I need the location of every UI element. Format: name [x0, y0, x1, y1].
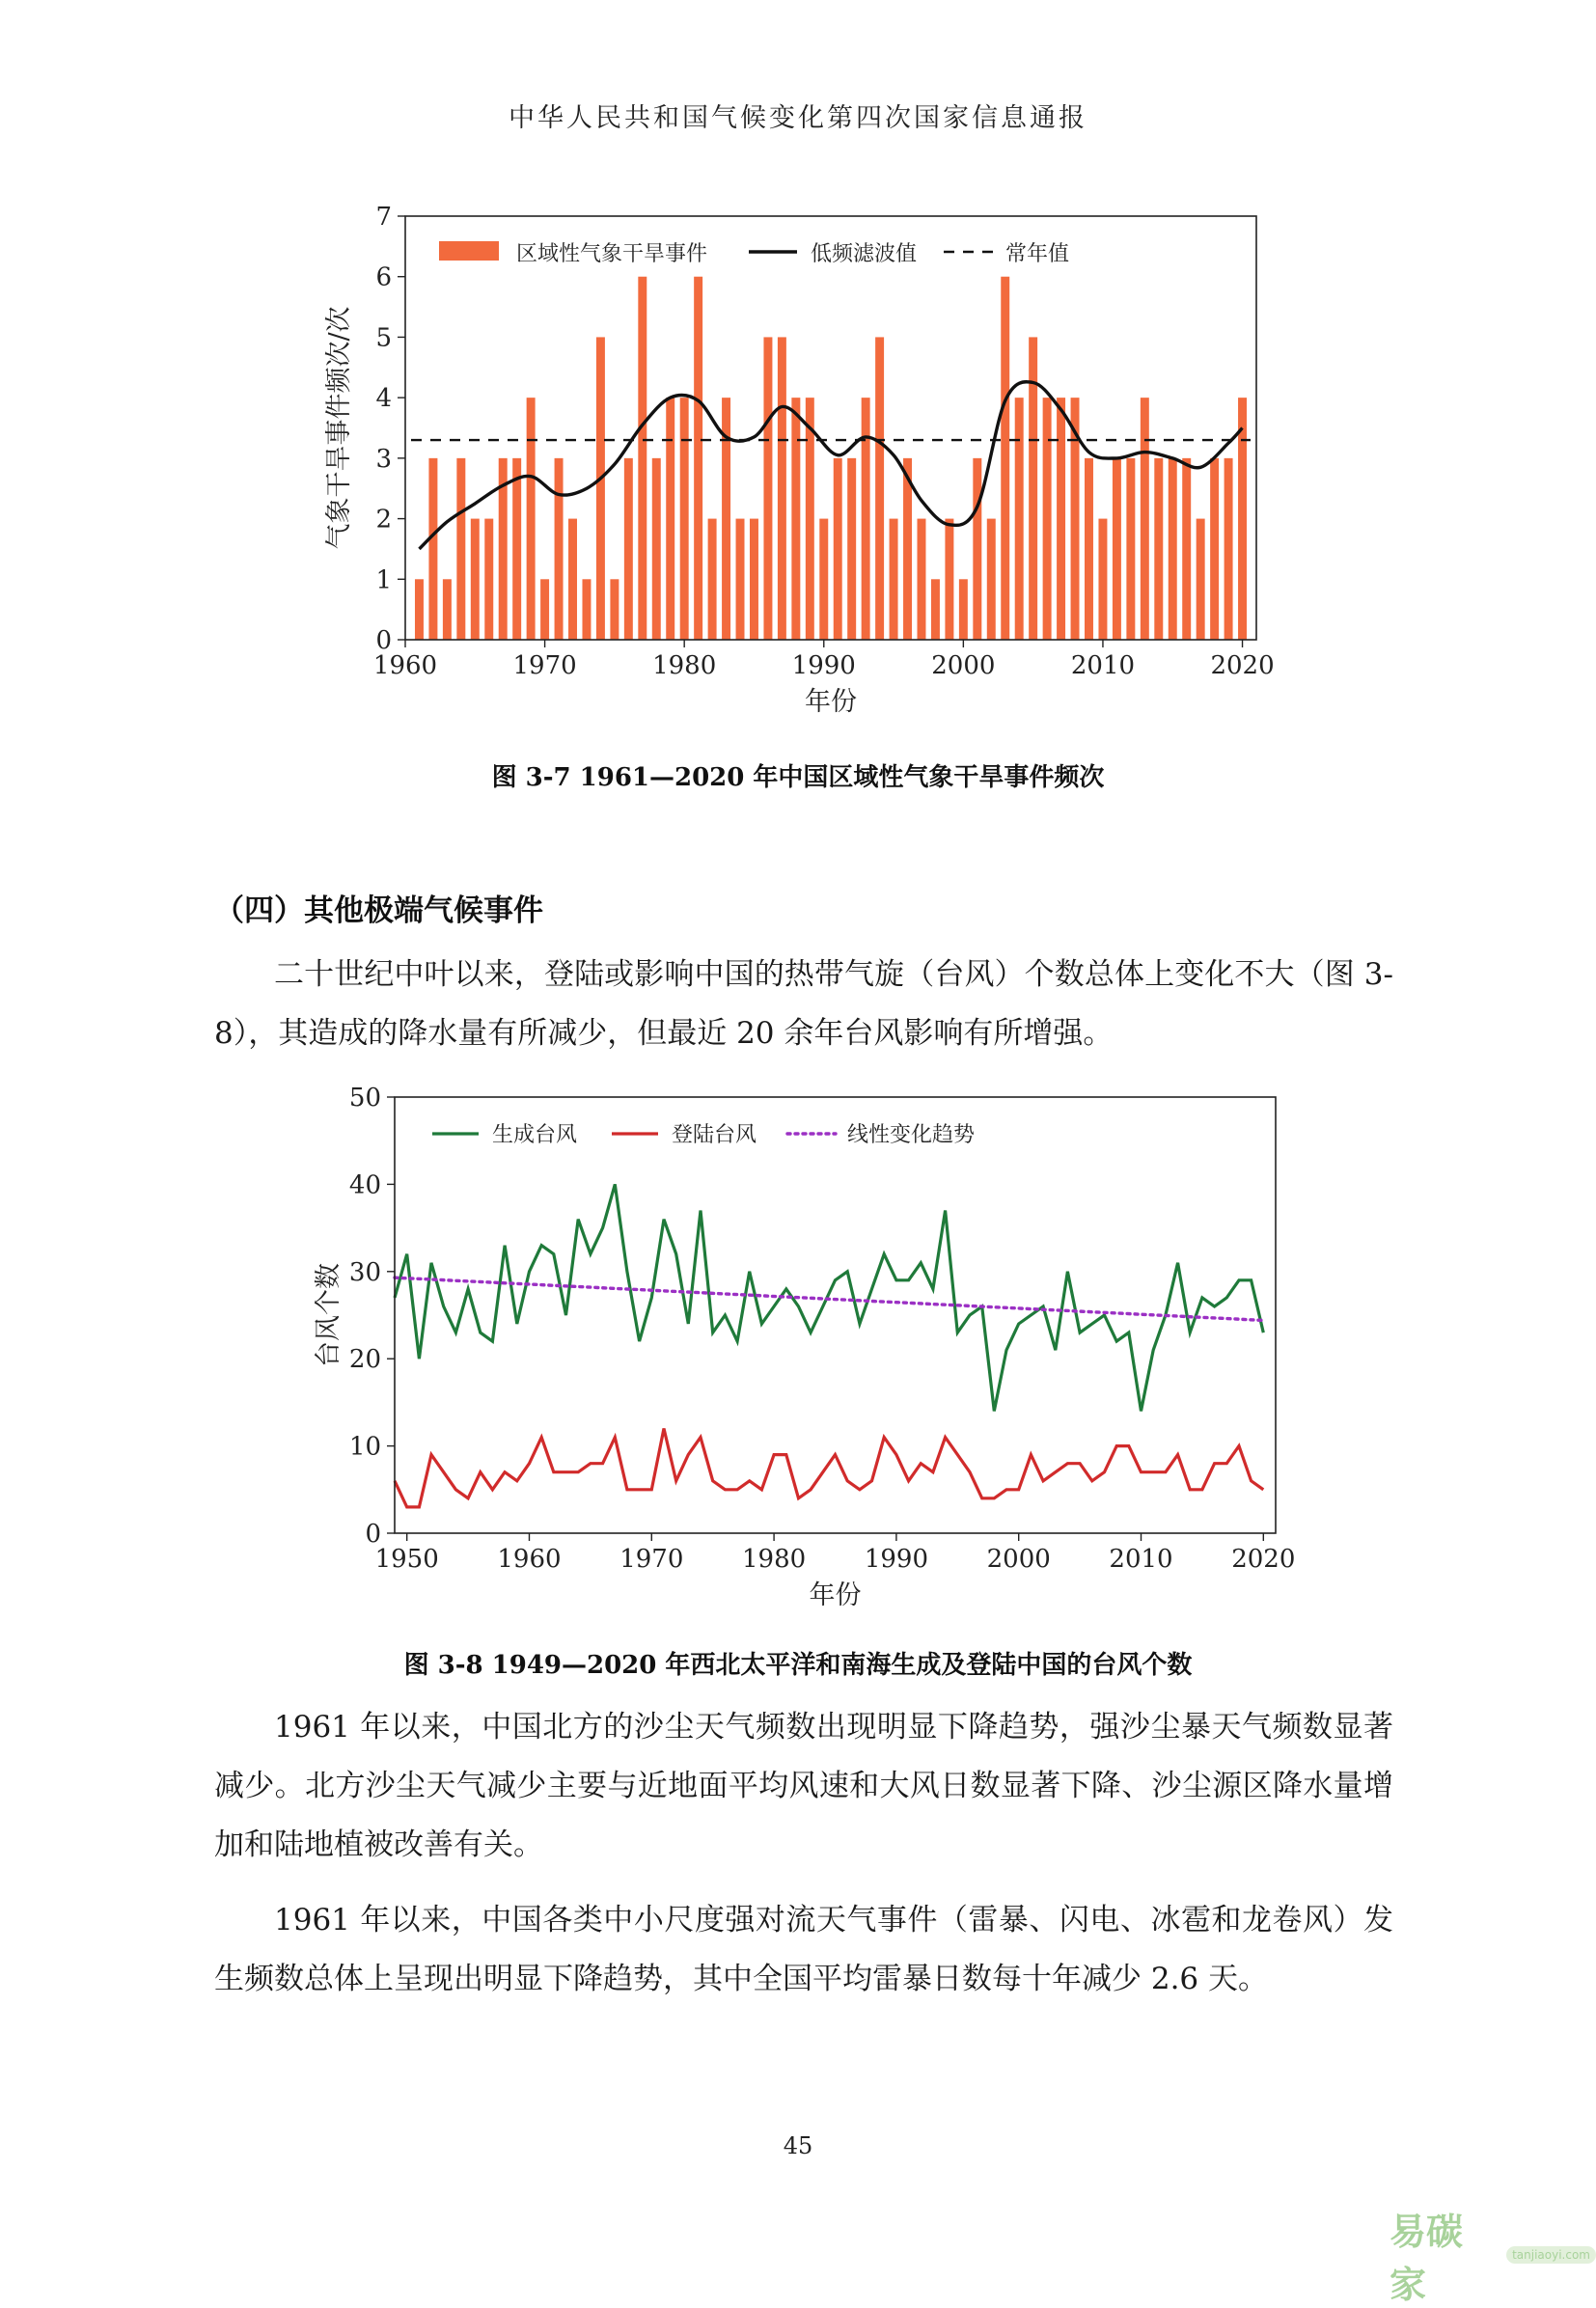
legend-label-bars: 区域性气象干旱事件 [516, 242, 708, 266]
bar [456, 458, 465, 640]
x-tick-label: 1980 [652, 651, 717, 680]
legend-label-landfall: 登陆台风 [672, 1123, 757, 1147]
bar [778, 337, 786, 640]
x-tick-label: 1990 [864, 1545, 928, 1574]
bar [973, 458, 981, 640]
section-heading: （四）其他极端气候事件 [214, 893, 543, 928]
bar [903, 458, 912, 640]
bar [638, 277, 647, 640]
watermark-logo: 易碳家 [1390, 2211, 1464, 2306]
bar [428, 458, 437, 640]
linear-trend-line [395, 1278, 1263, 1320]
bar [1071, 398, 1080, 640]
bar [1029, 337, 1037, 640]
bar [890, 519, 898, 640]
running-header: 中华人民共和国气候变化第四次国家信息通报 [509, 103, 1087, 133]
bar [499, 458, 508, 640]
x-tick-label: 1980 [742, 1545, 807, 1574]
bar [722, 398, 730, 640]
bar [1238, 398, 1247, 640]
bar [652, 458, 661, 640]
x-tick-label: 1960 [372, 651, 438, 680]
watermark-domain: tanjiaoyi.com [1506, 2246, 1596, 2264]
x-axis-label: 年份 [805, 687, 857, 717]
bar [527, 398, 536, 640]
bar [931, 579, 940, 640]
bar [918, 519, 926, 640]
x-tick-label: 2020 [1231, 1545, 1296, 1574]
y-tick-label: 7 [375, 203, 392, 232]
formed-typhoon-line [395, 1184, 1263, 1411]
legend-label-normal: 常年值 [1005, 242, 1070, 266]
x-axis-label: 年份 [809, 1580, 862, 1610]
y-tick-label: 30 [348, 1257, 381, 1287]
bar [847, 458, 856, 640]
site-watermark [1390, 2202, 1596, 2308]
bar [750, 519, 758, 640]
bar [443, 579, 452, 640]
paragraph-dust: 1961 年以来，中国北方的沙尘天气频数出现明显下降趋势，强沙尘暴天气频数显著减少。北方沙尘天气减少主要与近地面平均风速和大风日数显著下降、沙尘源区降水量增加和陆地植被改善有关。 [214, 1710, 1393, 1862]
bar [1197, 519, 1205, 640]
bar [1210, 458, 1219, 640]
y-tick-label: 2 [375, 505, 392, 535]
x-tick-label: 2000 [986, 1545, 1051, 1574]
landfall-typhoon-line [395, 1429, 1263, 1507]
bar [666, 398, 674, 640]
y-tick-label: 1 [375, 565, 392, 595]
bar [1169, 458, 1177, 640]
bar [819, 519, 828, 640]
bar [763, 337, 772, 640]
plot-frame [395, 1097, 1276, 1533]
bar [582, 579, 591, 640]
x-tick-label: 1950 [374, 1545, 439, 1574]
bar [806, 398, 814, 640]
bar [1126, 458, 1135, 640]
x-tick-label: 2020 [1210, 651, 1275, 680]
y-axis-label: 气象干旱事件频次/次 [324, 306, 354, 550]
y-tick-label: 50 [348, 1084, 381, 1113]
bar [945, 519, 953, 640]
bar [834, 458, 842, 640]
legend-label-formed: 生成台风 [492, 1123, 578, 1147]
bar [1001, 277, 1009, 640]
bar [959, 579, 968, 640]
bar [736, 519, 745, 640]
x-tick-label: 1970 [512, 651, 577, 680]
bar [624, 458, 633, 640]
y-tick-label: 40 [348, 1170, 381, 1200]
bar [596, 337, 605, 640]
y-tick-label: 0 [375, 626, 392, 655]
x-tick-label: 1960 [497, 1545, 562, 1574]
y-tick-label: 5 [375, 323, 392, 353]
filter-line [419, 382, 1242, 549]
bar [862, 398, 870, 640]
y-tick-label: 4 [375, 384, 392, 414]
x-tick-label: 2010 [1070, 651, 1136, 680]
legend-label-trend: 线性变化趋势 [847, 1123, 976, 1147]
bar [1015, 398, 1024, 640]
y-tick-label: 0 [365, 1520, 381, 1549]
x-tick-label: 2010 [1109, 1545, 1173, 1574]
bar [610, 579, 619, 640]
bar [540, 579, 549, 640]
bar [1141, 398, 1149, 640]
bar [987, 519, 996, 640]
x-tick-label: 1990 [791, 651, 856, 680]
bar [1182, 458, 1191, 640]
bar [512, 458, 521, 640]
y-tick-label: 20 [348, 1345, 381, 1375]
bar [1154, 458, 1163, 640]
bar [415, 579, 424, 640]
bar [471, 519, 480, 640]
bar [1225, 458, 1233, 640]
plot-frame [405, 216, 1256, 640]
bar [1043, 398, 1052, 640]
bar [555, 458, 564, 640]
y-axis-label: 台风个数 [314, 1263, 344, 1367]
page-number: 45 [783, 2132, 813, 2159]
bar [708, 519, 717, 640]
bar [1085, 458, 1093, 640]
bar [1113, 458, 1121, 640]
figure-3-7-caption: 图 3-7 1961—2020 年中国区域性气象干旱事件频次 [491, 763, 1105, 792]
y-tick-label: 10 [348, 1432, 381, 1462]
bar [875, 337, 884, 640]
x-tick-label: 1970 [619, 1545, 684, 1574]
legend-label-filter: 低频滤波值 [811, 242, 918, 266]
paragraph-convection: 1961 年以来，中国各类中小尺度强对流天气事件（雷暴、闪电、冰雹和龙卷风）发生频数总体上呈现出明显下降趋势，其中全国平均雷暴日数每十年减少 2.6 天。 [214, 1903, 1393, 1996]
bar [484, 519, 493, 640]
x-tick-label: 2000 [931, 651, 996, 680]
paragraph-typhoon: 二十世纪中叶以来，登陆或影响中国的热带气旋（台风）个数总体上变化不大（图 3-8），其造成的降水量有所减少，但最近 20 余年台风影响有所增强。 [214, 957, 1393, 1051]
figure-3-8-caption: 图 3-8 1949—2020 年西北太平洋和南海生成及登陆中国的台风个数 [403, 1651, 1193, 1680]
bar [1098, 519, 1107, 640]
bar [680, 398, 689, 640]
bar [694, 277, 702, 640]
y-tick-label: 6 [375, 262, 392, 292]
bar [1057, 398, 1065, 640]
y-tick-label: 3 [375, 444, 392, 474]
legend-swatch-bars [439, 241, 499, 261]
bar [791, 398, 800, 640]
bar [568, 519, 577, 640]
